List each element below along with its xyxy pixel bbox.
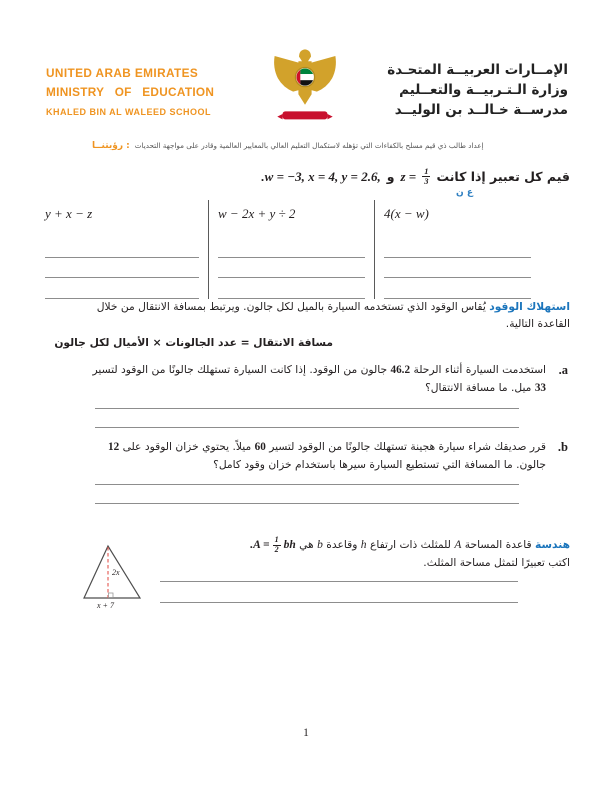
vision-statement	[92, 141, 484, 151]
ain-logo-icon: ع ن	[456, 188, 473, 198]
question-b-label: .b	[557, 440, 568, 454]
expression-column-1	[42, 200, 208, 299]
question-b-number-2: 12	[108, 441, 120, 453]
answer-line	[95, 466, 519, 485]
answer-line	[95, 390, 519, 409]
question-a-number-2: 33	[534, 382, 546, 394]
answer-line	[218, 258, 365, 279]
ministry-name-en: MINISTRY OF EDUCATION	[46, 85, 215, 99]
answer-lines-b	[95, 466, 519, 504]
variable-A: A	[454, 539, 462, 552]
answer-line	[95, 409, 519, 428]
page-number: 1	[303, 727, 309, 739]
question-a-text: ميل. ما مسافة الانتقال؟	[425, 381, 532, 394]
expression-column-2	[208, 200, 374, 299]
geometry-text: وقاعدة	[326, 538, 358, 552]
uae-falcon-emblem	[272, 48, 338, 126]
answer-line	[45, 258, 199, 279]
question-b-text: قرر صديقك شراء سيارة هجينة تستهلك جالونًا من الوقود لتسير	[269, 440, 546, 453]
fuel-rule: مسافة الانتقال = عدد الجالونات × الأميال لكل جالون	[54, 336, 333, 349]
expressions-table	[42, 200, 540, 299]
answer-line	[384, 258, 531, 279]
geometry-text: للمثلث ذات ارتفاع	[369, 538, 451, 552]
question-a-text: استخدمت السيارة أثناء الرحلة	[413, 363, 546, 376]
fraction-one-third: $\frac{1}{3}$	[424, 166, 429, 187]
evaluate-text: قيم كل تعبير إذا كانت	[436, 169, 570, 185]
evaluate-and: و	[386, 169, 395, 185]
expression-column-3	[374, 200, 540, 299]
geometry-text: قاعدة المساحة	[464, 538, 532, 552]
question-a-number-1: 46.2	[390, 364, 411, 376]
question-b-text: ميلاً. يحتوي خزان الوقود على	[122, 440, 252, 453]
triangle-height-label: 2x	[112, 568, 120, 577]
answer-line	[384, 237, 531, 258]
expression-2: w − 2x + y ÷ 2	[218, 206, 296, 221]
variable-h: h	[360, 539, 367, 552]
school-name-en: KHALED BIN AL WALEED SCHOOL	[46, 107, 212, 117]
expression-1: y + x − z	[45, 206, 93, 221]
area-formula: .A = $\frac{1}{2}$ bh	[250, 535, 296, 554]
evaluate-values: .w = −3, x = 4, y = 2.6,	[261, 168, 381, 184]
expression-3: 4(x − w)	[384, 206, 429, 221]
answer-line	[218, 278, 365, 299]
fuel-body-text: يُقاس الوقود الذي تستخدمه السيارة بالميل لكل جالون. ويرتبط بمسافة الانتقال من خلال القاعدة التالية.	[96, 300, 570, 330]
answer-line	[45, 237, 199, 258]
vision-text: إعداد طالب ذي قيم مسلح بالكفاءات التي تؤهله لاستكمال التعليم العالي بالمعايير العالمية وقادر على مواجهة التحديات	[134, 141, 484, 150]
fraction-one-half: $\frac{1}{2}$	[274, 535, 279, 554]
geometry-line2: اكتب تعبيرًا لتمثل مساحة المثلث.	[423, 555, 570, 569]
question-b-number-1: 60	[254, 441, 266, 453]
answer-line	[160, 582, 518, 603]
answer-line	[45, 278, 199, 299]
country-name-en: UNITED ARAB EMIRATES	[46, 66, 199, 80]
answer-lines-geometry	[160, 562, 518, 603]
triangle-base-label: x + 7	[97, 601, 114, 610]
answer-line	[95, 485, 519, 504]
fuel-consumption-intro	[92, 299, 570, 332]
answer-line	[218, 237, 365, 258]
vision-label: رؤيتنــا :	[92, 141, 130, 151]
question-a-text: جالون من الوقود. إذا كانت السيارة تستهلك جالونًا من الوقود لتسير	[92, 363, 388, 376]
school-name-ar: مدرســة خـالــد بن الوليــد	[394, 102, 568, 118]
answer-line	[384, 278, 531, 299]
answer-line	[160, 562, 518, 582]
fuel-keyword: استهلاك الوقود	[489, 300, 570, 313]
country-name-ar: الإمــارات العربيــة المتحـدة	[387, 62, 568, 78]
ministry-name-ar: وزارة الـتـربيــة والتعــليم	[399, 82, 568, 98]
header-english	[46, 66, 214, 117]
geometry-text: هي	[299, 538, 314, 552]
geometry-keyword: هندسة	[535, 538, 570, 552]
geometry-line1	[146, 536, 570, 555]
variable-b: b	[317, 539, 323, 552]
falcon-icon	[272, 48, 338, 122]
question-b-text: جالون. ما المسافة التي تستطيع السيارة سيرها باستخدام خزان وقود كامل؟	[213, 458, 546, 471]
question-a-label: .a	[558, 363, 568, 377]
evaluate-instruction-line	[42, 167, 570, 187]
evaluate-z: z =	[400, 168, 417, 184]
answer-lines-a	[95, 390, 519, 428]
triangle-figure	[82, 543, 146, 615]
header-arabic	[387, 60, 568, 120]
